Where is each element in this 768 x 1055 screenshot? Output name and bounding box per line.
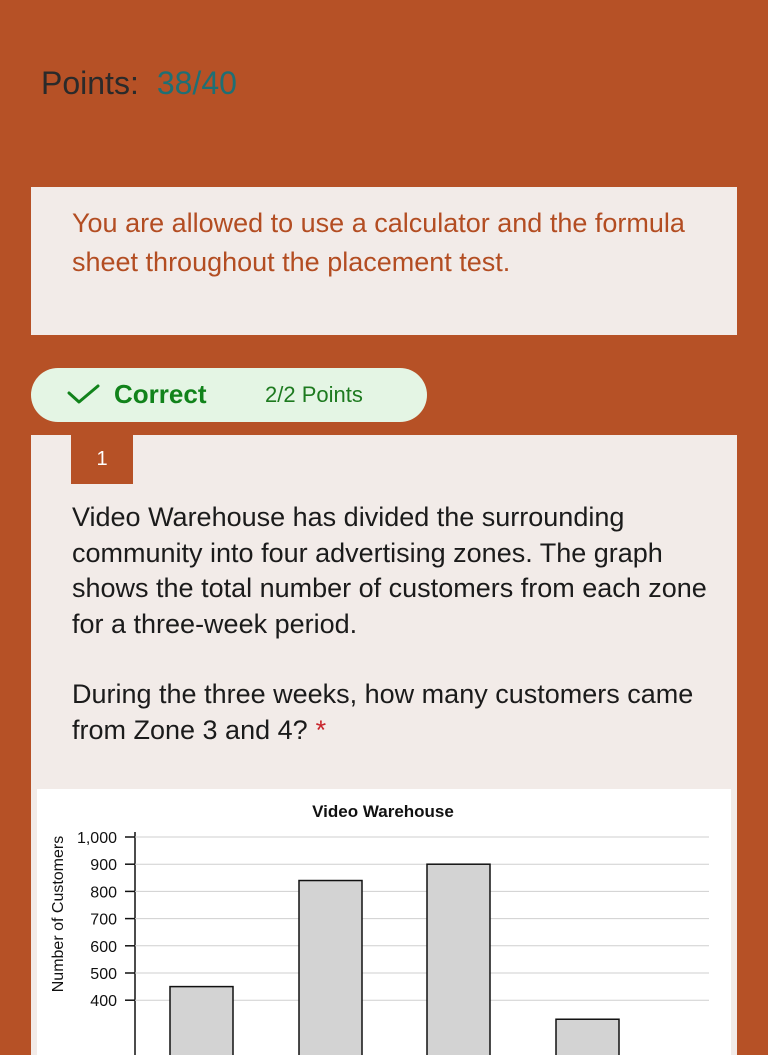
chart-y-tick-label: 800	[90, 884, 117, 902]
result-status-label: Correct	[114, 379, 207, 409]
chart-bar-zone-2	[299, 881, 362, 1055]
notice-text: You are allowed to use a calculator and the formula sheet throughout the placement test.	[72, 208, 685, 277]
chart-bar-zone-1	[170, 987, 233, 1055]
chart-y-tick-label: 1,000	[76, 830, 117, 847]
chart-y-tick-label: 600	[90, 938, 117, 956]
result-status-pill	[31, 368, 427, 422]
question-number-badge: 1	[71, 435, 133, 484]
chart-y-tick-label: 400	[90, 993, 117, 1011]
chart-bar-zone-3	[427, 864, 490, 1055]
chart-y-tick-label: 700	[90, 911, 117, 929]
points-row	[41, 64, 237, 102]
question-text	[72, 500, 712, 748]
result-points: 2/2 Points	[265, 382, 363, 407]
bar-chart	[37, 789, 731, 1055]
points-label: Points:	[41, 65, 139, 101]
question-prompt	[72, 677, 712, 748]
points-value: 38/40	[156, 65, 237, 101]
chart-y-axis-label: Number of Customers	[50, 835, 67, 993]
chart-ticks	[77, 830, 135, 1010]
checkmark-icon	[67, 383, 101, 405]
question-description: Video Warehouse has divided the surrounding community into four advertising zones. The graph shows the total number of customers from each zone for a three-week period.	[72, 502, 707, 639]
chart-title: Video Warehouse	[312, 802, 454, 821]
chart-grid	[135, 837, 709, 1000]
chart-bar-zone-4	[556, 1019, 619, 1055]
chart-y-tick-label: 500	[90, 966, 117, 983]
question-prompt-text: During the three weeks, how many customers came from Zone 3 and 4?	[72, 679, 694, 745]
chart-bars	[170, 864, 619, 1055]
chart-y-tick-label: 900	[90, 857, 117, 875]
required-mark: *	[315, 714, 327, 745]
calculator-notice	[31, 187, 737, 335]
question-card	[31, 435, 737, 1055]
video-warehouse-chart	[37, 789, 731, 1055]
